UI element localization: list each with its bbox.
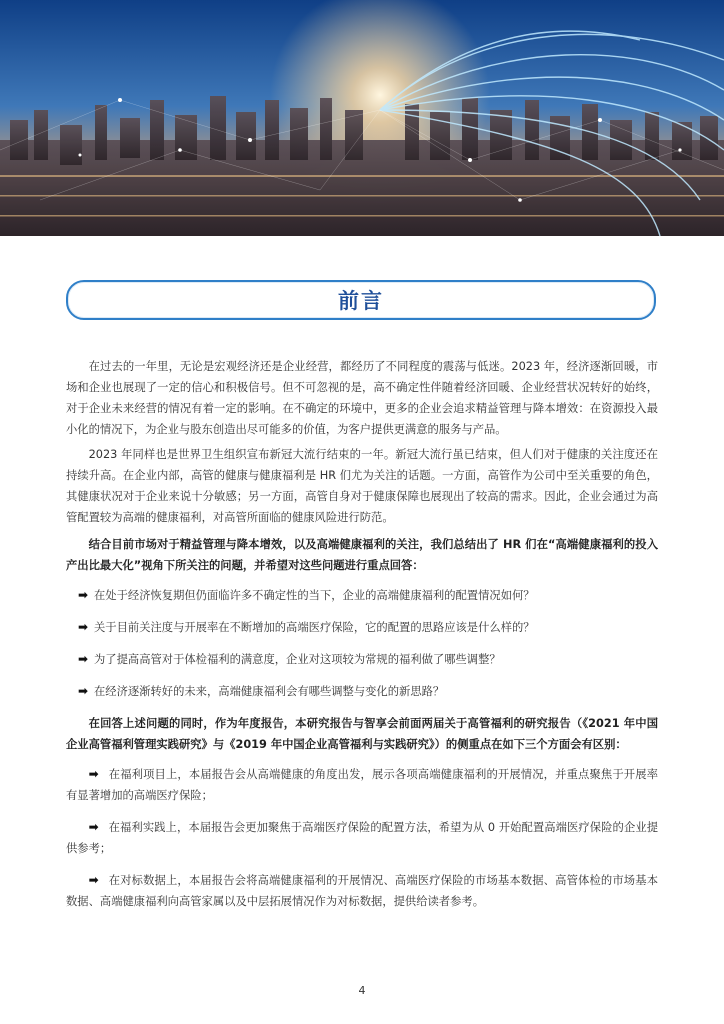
focus-point-text: 在福利项目上，本届报告会从高端健康的角度出发，展示各项高端健康福利的开展情况，并重点聚焦于开展率有显著增加的高端医疗保险； [66, 768, 658, 802]
focus-intro: 在回答上述问题的同时，作为年度报告，本研究报告与智享会前面两届关于高管福利的研究报告（《2021 年中国企业高管福利管理实践研究》与《2019 年中国企业高管福利与实践研究》）的侧重点在如下三个方面会有区别： [66, 717, 658, 751]
page-title: 前言 [338, 289, 384, 313]
arrow-right-icon: ➡ [88, 820, 99, 834]
questions-intro: 结合目前市场对于精益管理与降本增效，以及高端健康福利的关注，我们总结出了 HR 们在“高端健康福利的投入产出比最大化”视角下所关注的问题，并希望对这些问题进行重点回答： [66, 538, 658, 572]
focus-point [66, 817, 658, 859]
arrow-right-icon: ➡ [78, 588, 89, 602]
arrow-right-icon: ➡ [78, 652, 89, 666]
question-item [66, 585, 658, 606]
focus-point-text: 在对标数据上，本届报告会将高端健康福利的开展情况、高端医疗保险的市场基本数据、高管体检的市场基本数据、高端健康福利向高管家属以及中层拓展情况作为对标数据，提供给读者参考。 [66, 874, 658, 908]
page-number: 4 [358, 984, 366, 997]
question-text: 在经济逐渐转好的未来，高端健康福利会有哪些调整与变化的新思路？ [94, 685, 445, 698]
section-title-frame [66, 280, 656, 320]
focus-point-text: 在福利实践上，本届报告会更加聚焦于高端医疗保险的配置方法，希望为从 0 开始配置高端医疗保险的企业提供参考； [66, 821, 658, 855]
focus-point [66, 870, 658, 912]
question-text: 关于目前关注度与开展率在不断增加的高端医疗保险，它的配置的思路应该是什么样的？ [94, 621, 535, 634]
paragraph-1: 在过去的一年里，无论是宏观经济还是企业经营，都经历了不同程度的震荡与低迷。2023 年，经济逐渐回暖，市场和企业也展现了一定的信心和积极信号。但不可忽视的是，高不确定性伴随着经济回暖、企业经营状况转好的始终，对于企业未来经营的情况有着一定的影响。在不确定的环境中，更多的企业会追求精益管理与降本增效：在资源投入最小化的情况下，为企业与股东创造出尽可能多的价值，为客户提供更满意的服务与产品。 [66, 360, 658, 436]
arrow-right-icon: ➡ [78, 620, 89, 634]
question-item [66, 681, 658, 702]
question-item [66, 649, 658, 670]
arrow-right-icon: ➡ [88, 873, 99, 887]
question-text: 在处于经济恢复期但仍面临许多不确定性的当下，企业的高端健康福利的配置情况如何？ [94, 589, 535, 602]
question-item [66, 617, 658, 638]
paragraph-2: 2023 年同样也是世界卫生组织宣布新冠大流行结束的一年。新冠大流行虽已结束，但人们对于健康的关注度还在持续升高。在企业内部，高管的健康与健康福利是 HR 们尤为关注的话题。一方面，高管作为公司中至关重要的角色，其健康状况对于企业来说十分敏感；另一方面，高管自身对于健康保障也展现出了较高的需求。因此，企业会通过为高管配置较为高端的健康福利，对高管所面临的健康风险进行防范。 [66, 448, 658, 524]
arrow-right-icon: ➡ [88, 767, 99, 781]
city-skyline-illustration [0, 0, 724, 236]
focus-point [66, 764, 658, 806]
hero-city-image [0, 0, 724, 236]
foreword-content [66, 356, 658, 923]
arrow-right-icon: ➡ [78, 684, 89, 698]
question-text: 为了提高高管对于体检福利的满意度，企业对这项较为常规的福利做了哪些调整？ [94, 653, 501, 666]
